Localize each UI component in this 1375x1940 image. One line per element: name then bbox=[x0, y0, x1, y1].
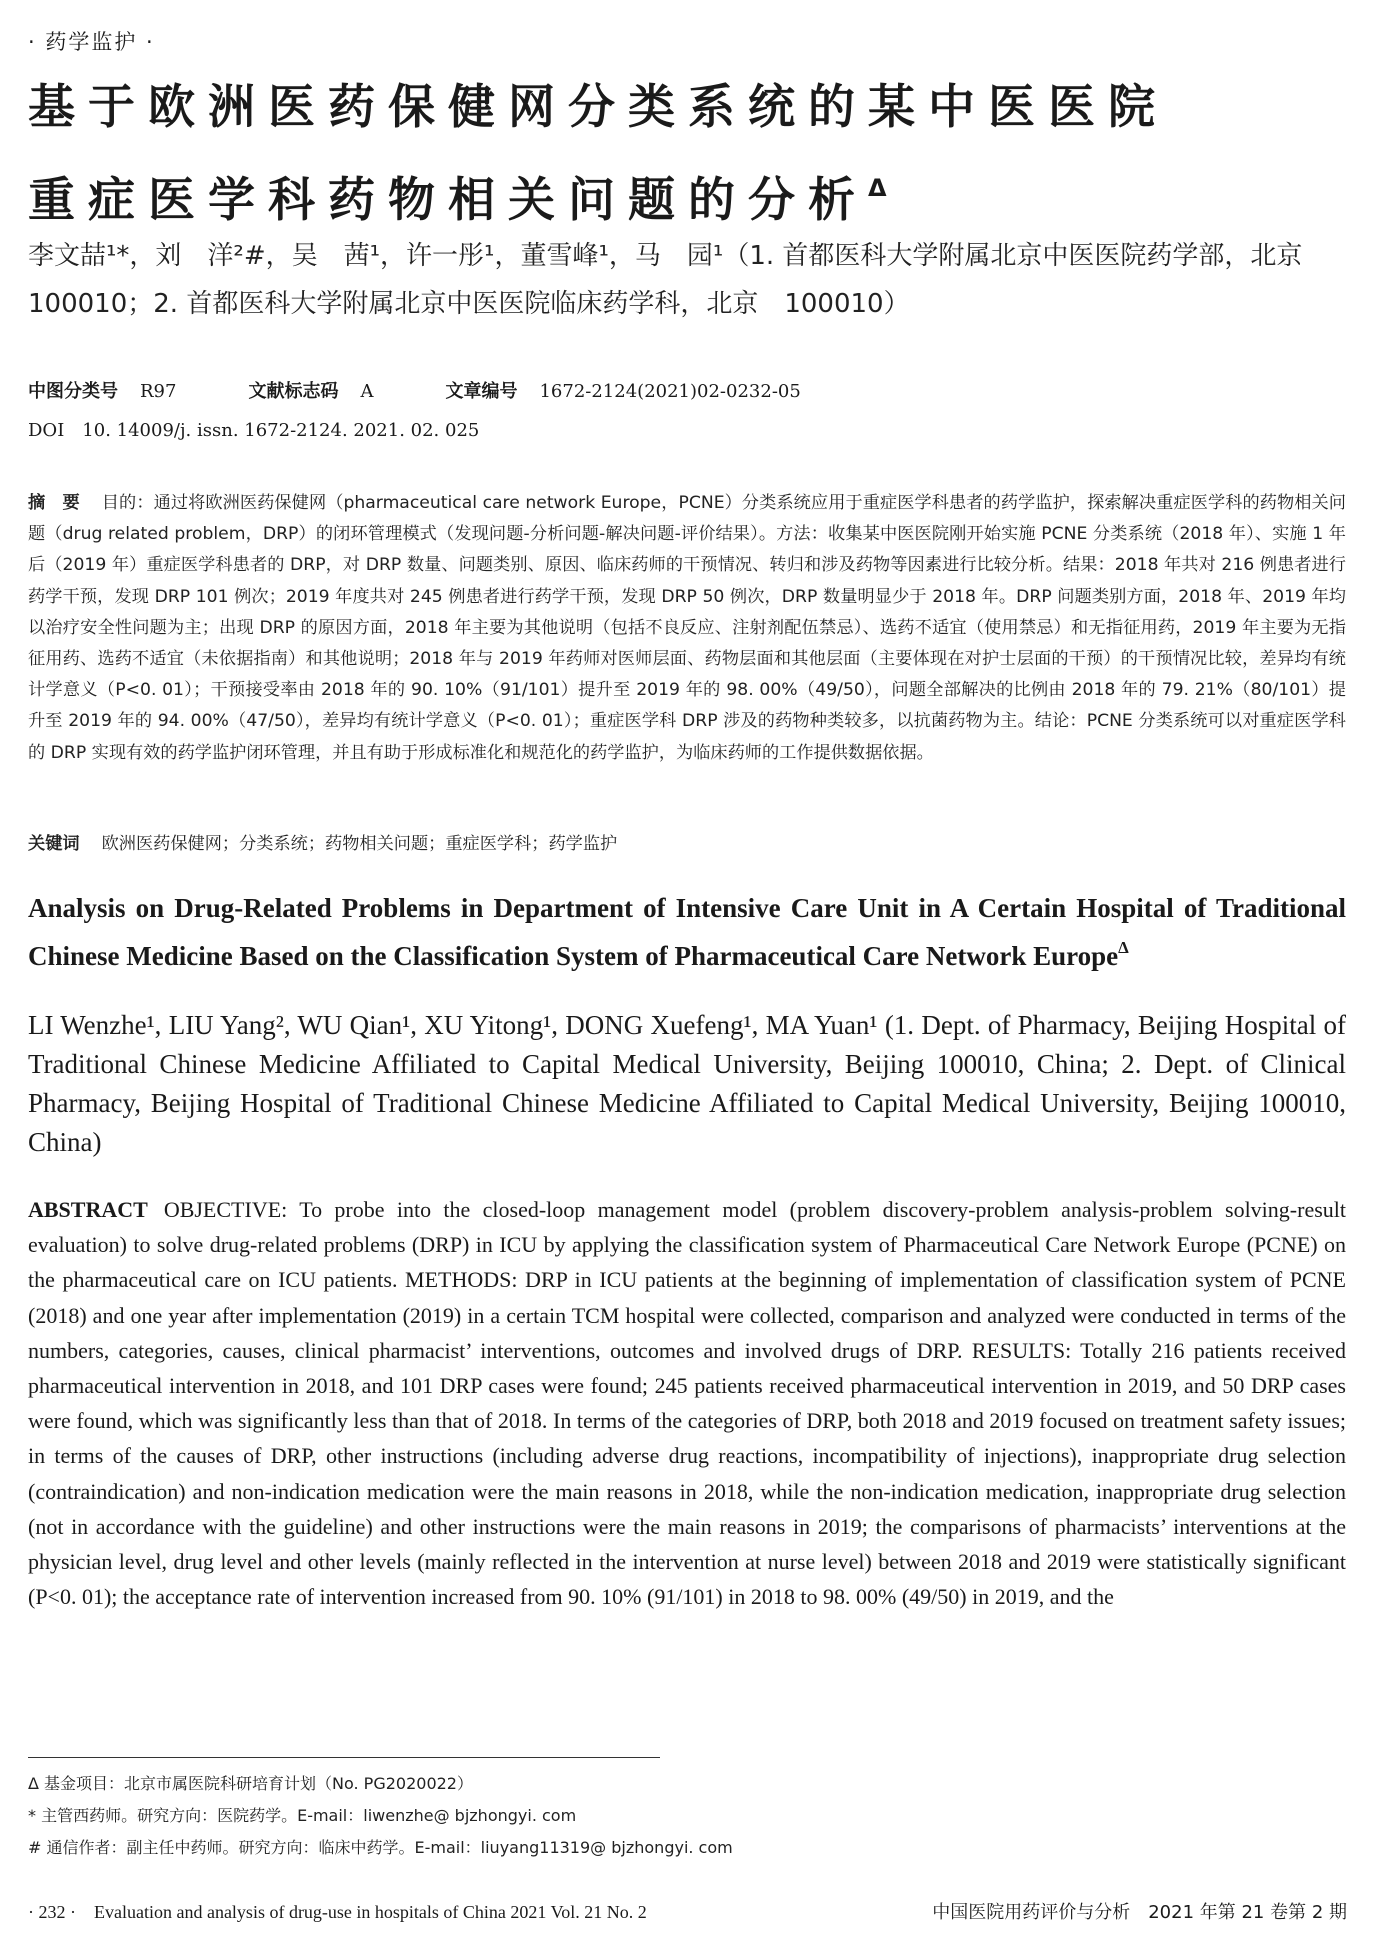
footnote-divider bbox=[28, 1757, 660, 1758]
chinese-abstract-text: 目的：通过将欧洲医药保健网（pharmaceutical care network Europe，PCNE）分类系统应用于重症医学科患者的药学监护，探索解决重症医学科的药物相关问题（drug related problem，DRP）的闭环管理模式（发现问题-分析问题-解决问题-评价结果）。方法：收集某中医医院刚开始实施 PCNE 分类系统（2018 年）、实施 1 年后（2019 年）重症医学科患者的 DRP，对 DRP 数量、问题类别、原因、临床药师的干预情况、转归和涉及药物等因素进行比较分析。结果：2018 年共对 216 例患者进行药学干预，发现 DRP 101 例次；2019 年度共对 245 例患者进行药学干预，发现 DRP 50 例次，DRP 数量明显少于 2018 年。DRP 问题类别方面，2018 年、2019 年均以治疗安全性问题为主；出现 DRP 的原因方面，2018 年主要为其他说明（包括不良反应、注射剂配伍禁忌）、选药不适宜（使用禁忌）和无指征用药，2019 年主要为无指征用药、选药不适宜（未依据指南）和其他说明；2018 年与 2019 年药师对医师层面、药物层面和其他层面（主要体现在对护士层面的干预）的干预情况比较，差异均有统计学意义（P<0. 01）；干预接受率由 2018 年的 90. 10%（91/101）提升至 2019 年的 98. 00%（49/50），问题全部解决的比例由 2018 年的 79. 21%（80/101）提升至 2019 年的 94. 00%（47/50），差异均有统计学意义（P<0. 01）；重症医学科 DRP 涉及的药物种类较多，以抗菌药物为主。结论：PCNE 分类系统可以对重症医学科的 DRP 实现有效的药学监护闭环管理，并且有助于形成标准化和规范化的药学监护，为临床药师的工作提供数据依据。 bbox=[28, 493, 1346, 763]
english-authors-affiliations: LI Wenzhe¹, LIU Yang², WU Qian¹, XU Yitong¹, DONG Xuefeng¹, MA Yuan¹ (1. Dept. of Pharmacy, Beijing Hospital of Traditional Chinese Medicine Affiliated to Capital Medical University, Beijing 100010, China; 2. Dept. of Clinical Pharmacy, Beijing Hospital of Traditional Chinese Medicine Affiliated to Capital Medical University, Beijing 100010, China) bbox=[28, 1010, 1346, 1157]
document-code-value: A bbox=[360, 381, 374, 402]
article-number-value: 1672-2124(2021)02-0232-05 bbox=[539, 381, 801, 402]
column-label: · 药学监护 · bbox=[28, 30, 155, 54]
chinese-keywords bbox=[28, 829, 1346, 854]
footnote-fund: Δ 基金项目：北京市属医院科研培育计划（No. PG2020022） bbox=[28, 1774, 473, 1793]
footer-left: · 232 · Evaluation and analysis of drug-use in hospitals of China 2021 Vol. 21 No. 2 bbox=[28, 1902, 647, 1922]
chinese-keywords-label: 关键词 bbox=[28, 834, 80, 854]
chinese-title-line-2-text: 重症医学科药物相关问题的分析 bbox=[28, 173, 868, 228]
chinese-title-line-2 bbox=[28, 158, 1348, 231]
english-title-text: Analysis on Drug-Related Problems in Department of Intensive Care Unit in A Certain Hospital of Traditional Chinese Medicine Based on the Classification System of Pharmaceutical Care Network Europe bbox=[28, 893, 1346, 971]
footnote-corresponding-author: # 通信作者：副主任中药师。研究方向：临床中药学。E-mail：liuyang11319@ bjzhongyi. com bbox=[28, 1838, 733, 1857]
chinese-abstract-label: 摘 要 bbox=[28, 493, 80, 513]
doi-row: DOI 10. 14009/j. issn. 1672-2124. 2021. 02. 025 bbox=[28, 420, 480, 441]
english-abstract-text: OBJECTIVE: To probe into the closed-loop management model (problem discovery-problem analysis-problem solving-result evaluation) to solve drug-related problems (DRP) in ICU by applying the classification system of Pharmaceutical Care Network Europe (PCNE) on the pharmaceutical care on ICU patients. METHODS: DRP in ICU patients at the beginning of implementation of classification system of PCNE (2018) and one year after implementation (2019) in a certain TCM hospital were collected, comparison and analyzed were conducted in terms of the numbers, categories, causes, clinical pharmacist’ interventions, outcomes and involved drugs of DRP. RESULTS: Totally 216 patients received pharmaceutical intervention in 2018, and 101 DRP cases were found; 245 patients received pharmaceutical intervention in 2019, and 50 DRP cases were found, which was significantly less than that of 2018. In terms of the categories of DRP, both 2018 and 2019 focused on treatment safety issues; in terms of the causes of DRP, other instructions (including adverse drug reactions, incompatibility of injections), inappropriate drug selection (contraindication) and non-indication medication were the main reasons in 2018, while the non-indication medication, inappropriate drug selection (not in accordance with the guideline) and other instructions were the main reasons in 2019; the comparisons of pharmacists’ interventions at the physician level, drug level and other levels (mainly reflected in the intervention at nurse level) between 2018 and 2019 were statistically significant (P<0. 01); the acceptance rate of intervention increased from 90. 10% (91/101) in 2018 to 98. 00% (49/50) in 2019, and the bbox=[28, 1197, 1346, 1610]
clc-label: 中图分类号 bbox=[28, 381, 118, 402]
footnote-first-author: * 主管西药师。研究方向：医院药学。E-mail：liwenzhe@ bjzhongyi. com bbox=[28, 1806, 577, 1825]
article-number-label: 文章编号 bbox=[445, 381, 518, 402]
chinese-title-line-1: 基于欧洲医药保健网分类系统的某中医医院 bbox=[28, 80, 1168, 135]
english-funding-mark: Δ bbox=[1118, 938, 1129, 957]
funding-mark: Δ bbox=[868, 174, 887, 202]
document-code-label: 文献标志码 bbox=[248, 381, 339, 402]
english-title bbox=[28, 888, 1346, 976]
chinese-authors-affiliations: 李文喆¹*，刘 洋²#，吴 茜¹，许一彤¹，董雪峰¹，马 园¹（1. 首都医科大学附属北京中医医院药学部，北京 100010；2. 首都医科大学附属北京中医医院临床药学科，北京 100010） bbox=[28, 241, 1329, 319]
english-abstract bbox=[28, 1192, 1346, 1614]
english-abstract-label: ABSTRACT bbox=[28, 1197, 148, 1222]
chinese-keywords-text: 欧洲医药保健网；分类系统；药物相关问题；重症医学科；药学监护 bbox=[101, 834, 618, 854]
clc-value: R97 bbox=[140, 381, 177, 402]
footer-right: 中国医院用药评价与分析 2021 年第 21 卷第 2 期 bbox=[932, 1902, 1347, 1923]
chinese-abstract bbox=[28, 488, 1346, 769]
classification-row bbox=[28, 377, 873, 403]
